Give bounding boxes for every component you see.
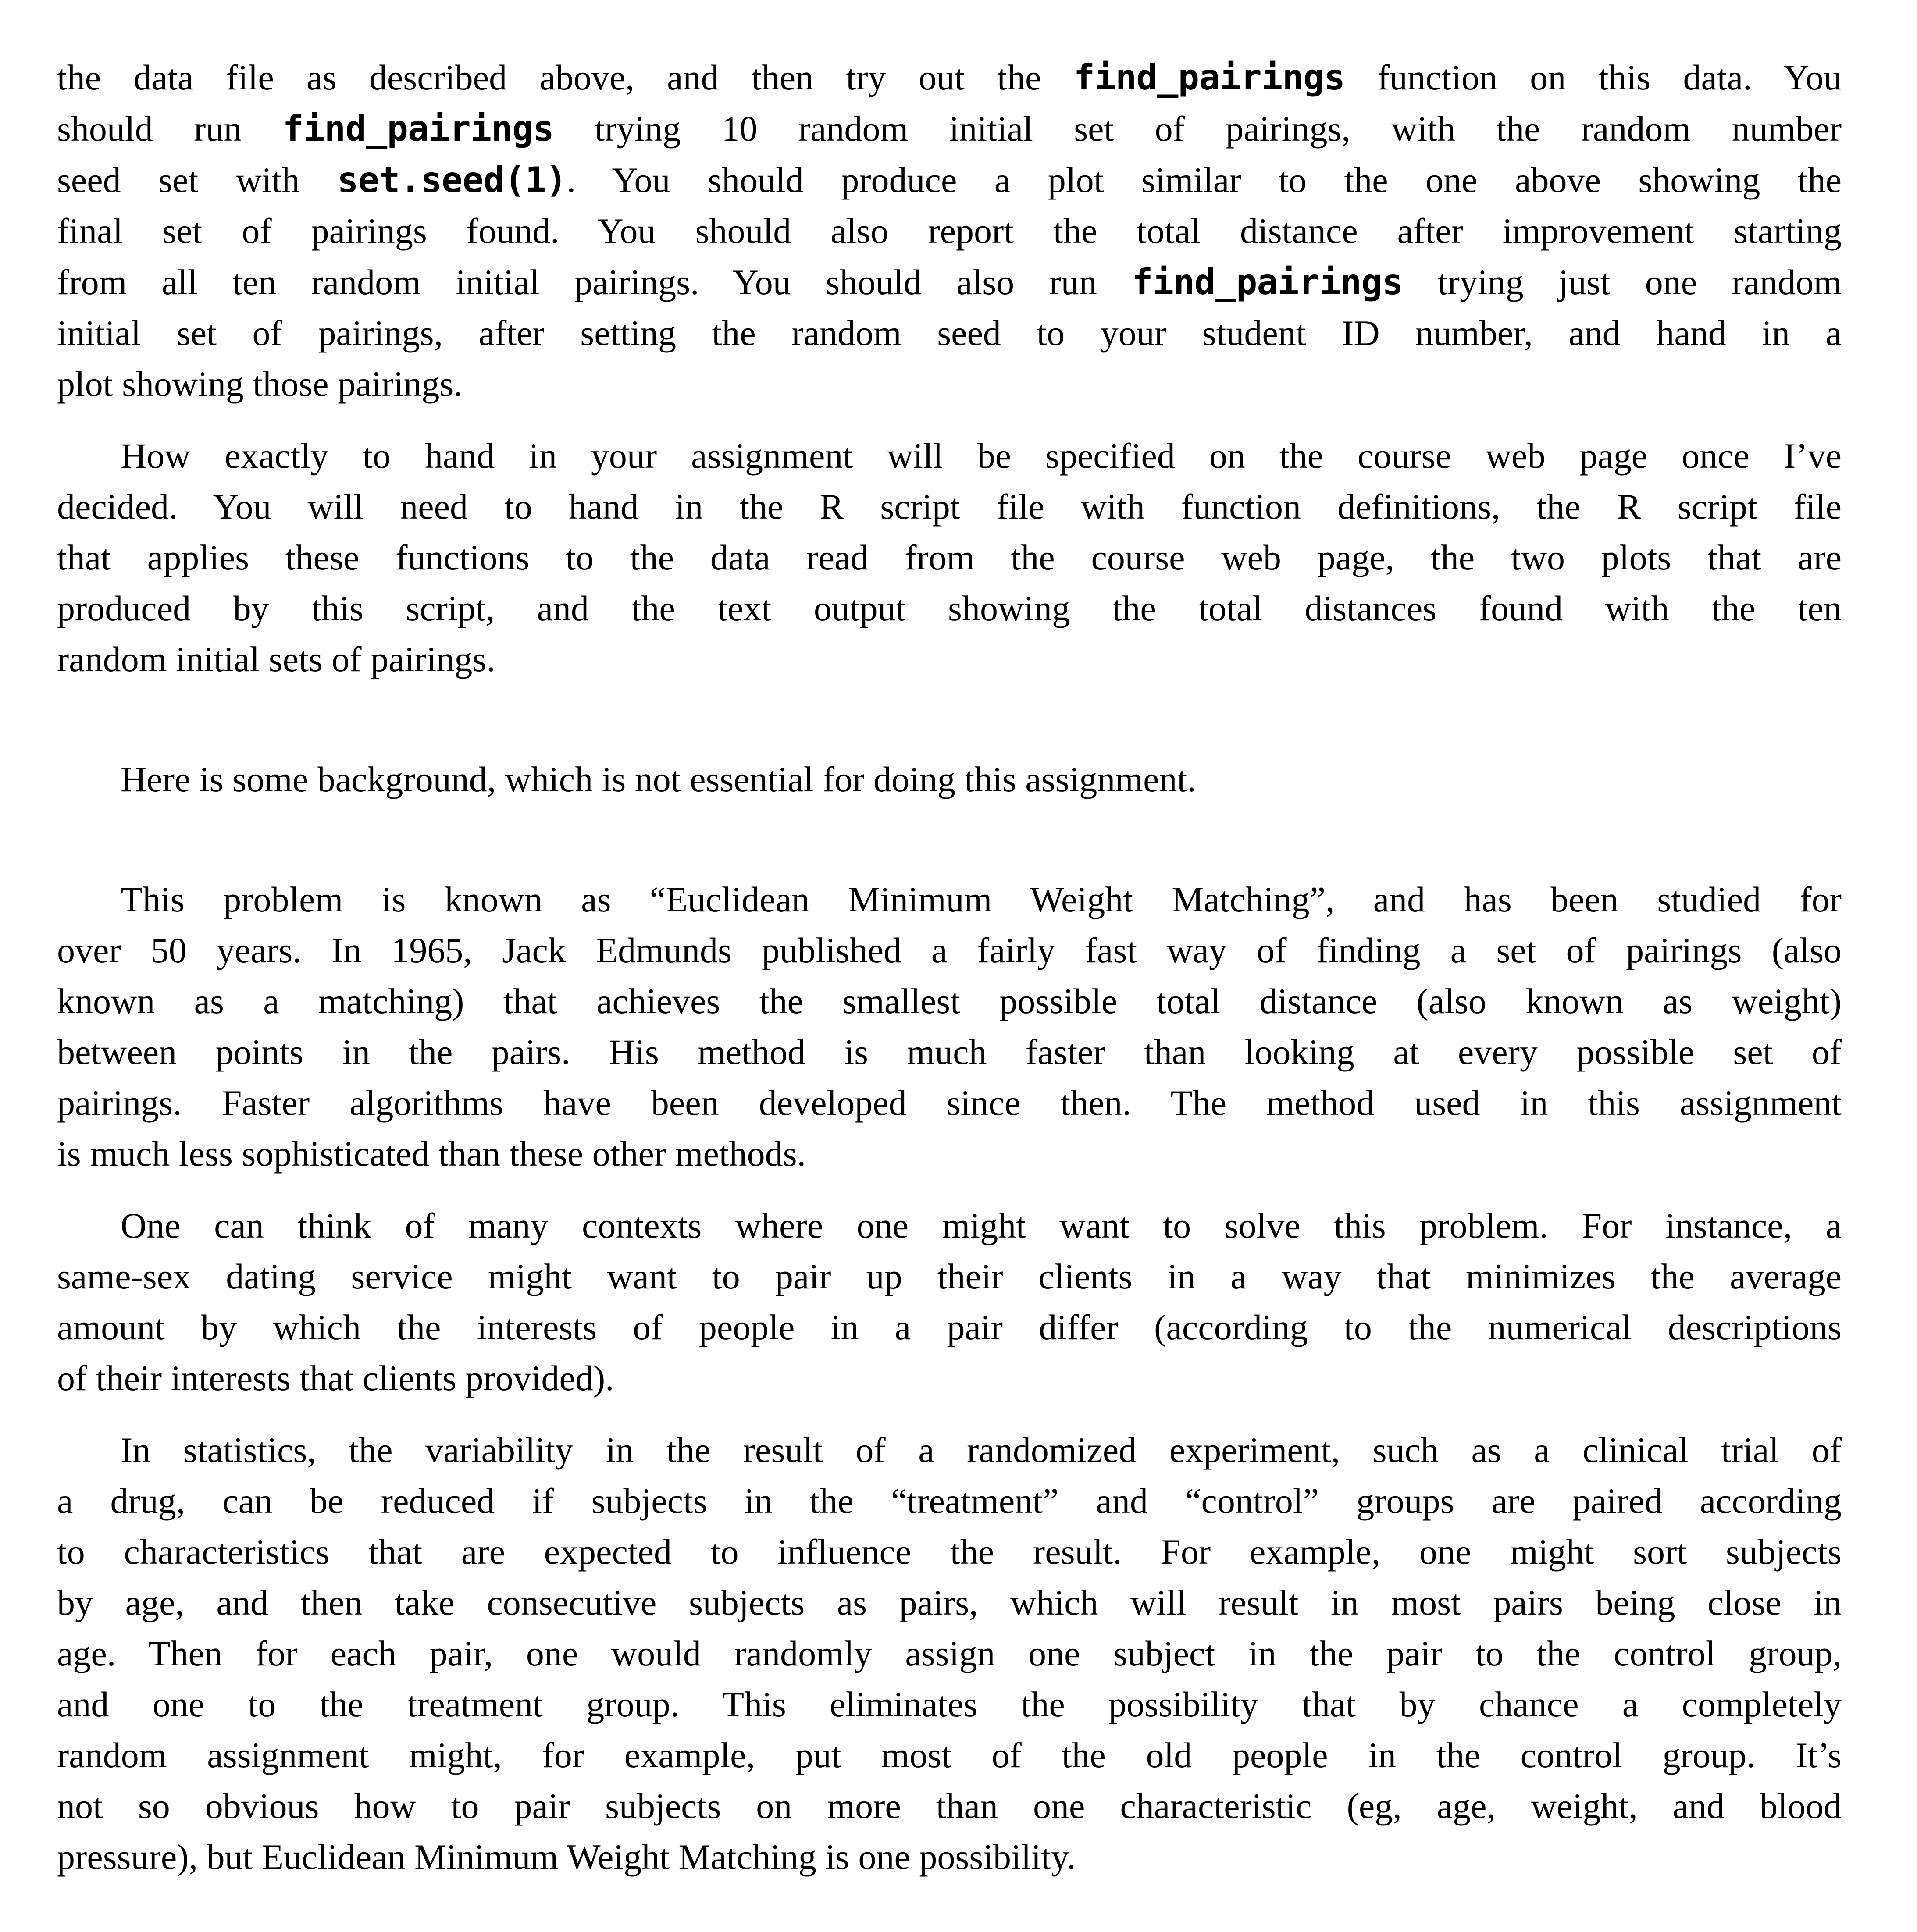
text-run: to characteristics that are expected to influence the result. For example, one might sort subjects [57, 1532, 1842, 1572]
text-run: pressure), but Euclidean Minimum Weight Matching is one possibility. [57, 1837, 1076, 1877]
text-line [57, 1476, 1842, 1526]
paragraph-3 [57, 754, 1842, 805]
text-run: random assignment might, for example, put most of the old people in the control group. It’s [57, 1735, 1842, 1775]
text-run: over 50 years. In 1965, Jack Edmunds published a fairly fast way of finding a set of pairings (also [57, 930, 1842, 970]
text-run: . You should produce a plot similar to the one above showing the [567, 160, 1842, 200]
text-run: and one to the treatment group. This eliminates the possibility that by chance a completely [57, 1684, 1842, 1724]
text-run: final set of pairings found. You should also report the total distance after improvement starting [57, 211, 1842, 251]
text-run: seed set with [57, 160, 338, 200]
paragraph-4 [57, 874, 1842, 1179]
text-line [57, 1628, 1842, 1679]
inline-code: find_pairings [282, 108, 554, 149]
text-run: known as a matching) that achieves the smallest possible total distance (also known as weight) [57, 981, 1842, 1021]
text-run: from all ten random initial pairings. You should also run [57, 262, 1132, 302]
text-line [57, 1302, 1842, 1353]
text-line [57, 532, 1842, 583]
text-run: that applies these functions to the data read from the course web page, the two plots that are [57, 537, 1842, 577]
text-line [57, 754, 1842, 805]
inline-code: find_pairings [1132, 261, 1403, 302]
text-line [57, 52, 1842, 103]
text-run: is much less sophisticated than these other methods. [57, 1134, 806, 1174]
text-run: function on this data. You [1345, 57, 1842, 97]
text-run: random initial sets of pairings. [57, 639, 495, 679]
text-run: produced by this script, and the text output showing the total distances found with the ten [57, 588, 1842, 628]
text-line [57, 976, 1842, 1027]
text-line [57, 1200, 1842, 1251]
text-line [57, 481, 1842, 532]
text-run: This problem is known as “Euclidean Minimum Weight Matching”, and has been studied for [121, 879, 1842, 919]
text-run: amount by which the interests of people in a pair differ (according to the numerical descriptions [57, 1307, 1842, 1347]
text-run: the data file as described above, and then try out the [57, 57, 1074, 97]
text-run: not so obvious how to pair subjects on more than one characteristic (eg, age, weight, and blood [57, 1786, 1842, 1826]
paragraph-6 [57, 1425, 1842, 1882]
text-run: Here is some background, which is not essential for doing this assignment. [121, 759, 1196, 799]
text-run: by age, and then take consecutive subjects as pairs, which will result in most pairs being close in [57, 1583, 1842, 1622]
text-line [57, 359, 1842, 409]
text-line [57, 1353, 1842, 1404]
text-line [57, 256, 1842, 308]
text-line [57, 1526, 1842, 1577]
text-line [57, 1832, 1842, 1882]
text-run: initial set of pairings, after setting the random seed to your student ID number, and hand in a [57, 313, 1842, 353]
text-run: same-sex dating service might want to pair up their clients in a way that minimizes the average [57, 1256, 1842, 1296]
text-column [57, 52, 1842, 1882]
text-run: plot showing those pairings. [57, 364, 463, 404]
paragraph-2 [57, 431, 1842, 685]
text-run: One can think of many contexts where one might want to solve this problem. For instance, a [121, 1206, 1842, 1245]
text-line [57, 431, 1842, 481]
text-line [57, 1577, 1842, 1628]
text-line [57, 1251, 1842, 1302]
text-run: should run [57, 109, 283, 149]
text-line [57, 1078, 1842, 1128]
text-line [57, 1128, 1842, 1179]
text-line [57, 1730, 1842, 1781]
text-line [57, 308, 1842, 359]
text-run: trying 10 random initial set of pairings, with the random number [554, 109, 1842, 149]
text-run: between points in the pairs. His method is much faster than looking at every possible set of [57, 1032, 1842, 1072]
text-line [57, 1781, 1842, 1832]
text-run: a drug, can be reduced if subjects in the “treatment” and “control” groups are paired according [57, 1481, 1842, 1521]
text-line [57, 634, 1842, 685]
text-run: In statistics, the variability in the result of a randomized experiment, such as a clinical trial of [121, 1430, 1842, 1470]
text-line [57, 1679, 1842, 1730]
text-line [57, 583, 1842, 634]
text-line [57, 874, 1842, 925]
paragraph-1 [57, 52, 1842, 409]
text-line [57, 154, 1842, 206]
text-run: trying just one random [1403, 262, 1842, 302]
text-run: How exactly to hand in your assignment will be specified on the course web page once I’ve [121, 436, 1842, 476]
text-run: pairings. Faster algorithms have been developed since then. The method used in this assignment [57, 1083, 1842, 1123]
text-line [57, 206, 1842, 256]
text-line [57, 1027, 1842, 1078]
text-line [57, 925, 1842, 976]
text-run: age. Then for each pair, one would randomly assign one subject in the pair to the control group, [57, 1633, 1842, 1673]
text-run: of their interests that clients provided). [57, 1358, 614, 1398]
inline-code: find_pairings [1073, 57, 1345, 98]
text-line [57, 1425, 1842, 1476]
paragraph-5 [57, 1200, 1842, 1404]
text-run: decided. You will need to hand in the R script file with function definitions, the R script file [57, 487, 1842, 527]
inline-code: set.seed(1) [337, 159, 567, 200]
text-line [57, 103, 1842, 154]
